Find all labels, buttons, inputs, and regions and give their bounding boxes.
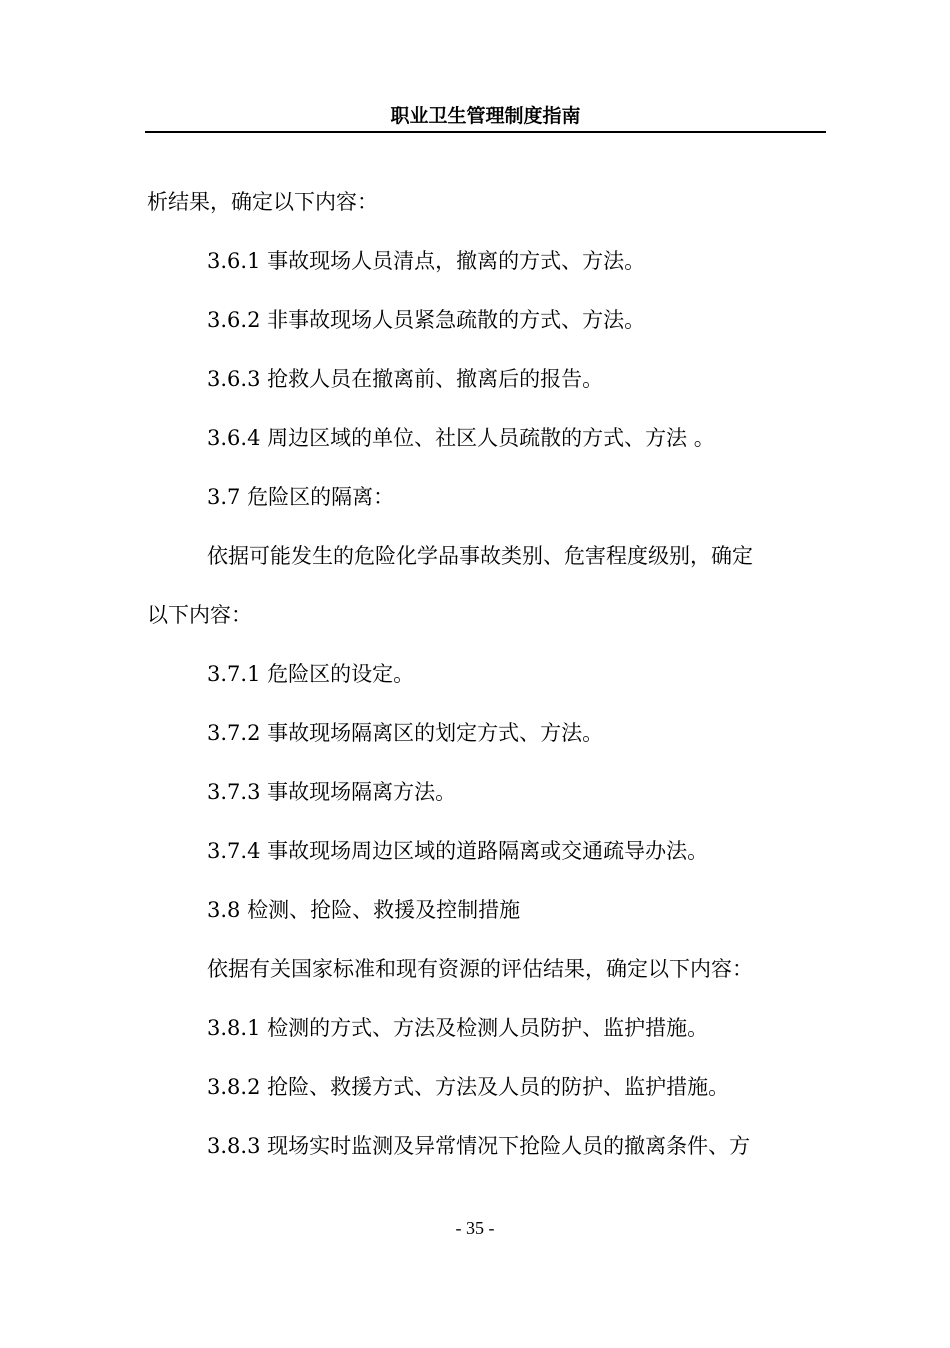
running-header-title: 职业卫生管理制度指南: [390, 105, 581, 127]
paragraph-line: 3.6.1 事故现场人员清点，撤离的方式、方法。: [207, 249, 646, 273]
page-body: [147, 181, 827, 1184]
section-heading: 3.7 危险区的隔离：: [207, 485, 395, 509]
page-number: - 35 -: [455, 1218, 495, 1238]
paragraph-line: 3.7.3 事故现场隔离方法。: [207, 780, 457, 804]
paragraph-line: 依据有关国家标准和现有资源的评估结果，确定以下内容：: [207, 957, 753, 981]
paragraph-line: 3.7.2 事故现场隔离区的划定方式、方法。: [207, 721, 604, 745]
paragraph-line: 3.6.4 周边区域的单位、社区人员疏散的方式、方法 。: [207, 426, 715, 450]
paragraph-line: 3.8.3 现场实时监测及异常情况下抢险人员的撤离条件、方: [207, 1134, 751, 1158]
paragraph-line: 3.6.3 抢救人员在撤离前、撤离后的报告。: [207, 367, 604, 391]
paragraph-line: 3.6.2 非事故现场人员紧急疏散的方式、方法。: [207, 308, 646, 332]
paragraph-line: 3.8.2 抢险、救援方式、方法及人员的防护、监护措施。: [207, 1075, 730, 1099]
section-heading: 3.8 检测、抢险、救援及控制措施: [207, 898, 521, 922]
paragraph-line: 以下内容：: [147, 603, 252, 627]
paragraph-line: 3.7.4 事故现场周边区域的道路隔离或交通疏导办法。: [207, 839, 709, 863]
paragraph-line: 3.7.1 危险区的设定。: [207, 662, 415, 686]
header-rule: [145, 131, 826, 133]
paragraph-line: 析结果，确定以下内容：: [147, 190, 378, 214]
paragraph-line: 依据可能发生的危险化学品事故类别、危害程度级别，确定: [207, 544, 753, 568]
paragraph-line: 3.8.1 检测的方式、方法及检测人员防护、监护措施。: [207, 1016, 709, 1040]
